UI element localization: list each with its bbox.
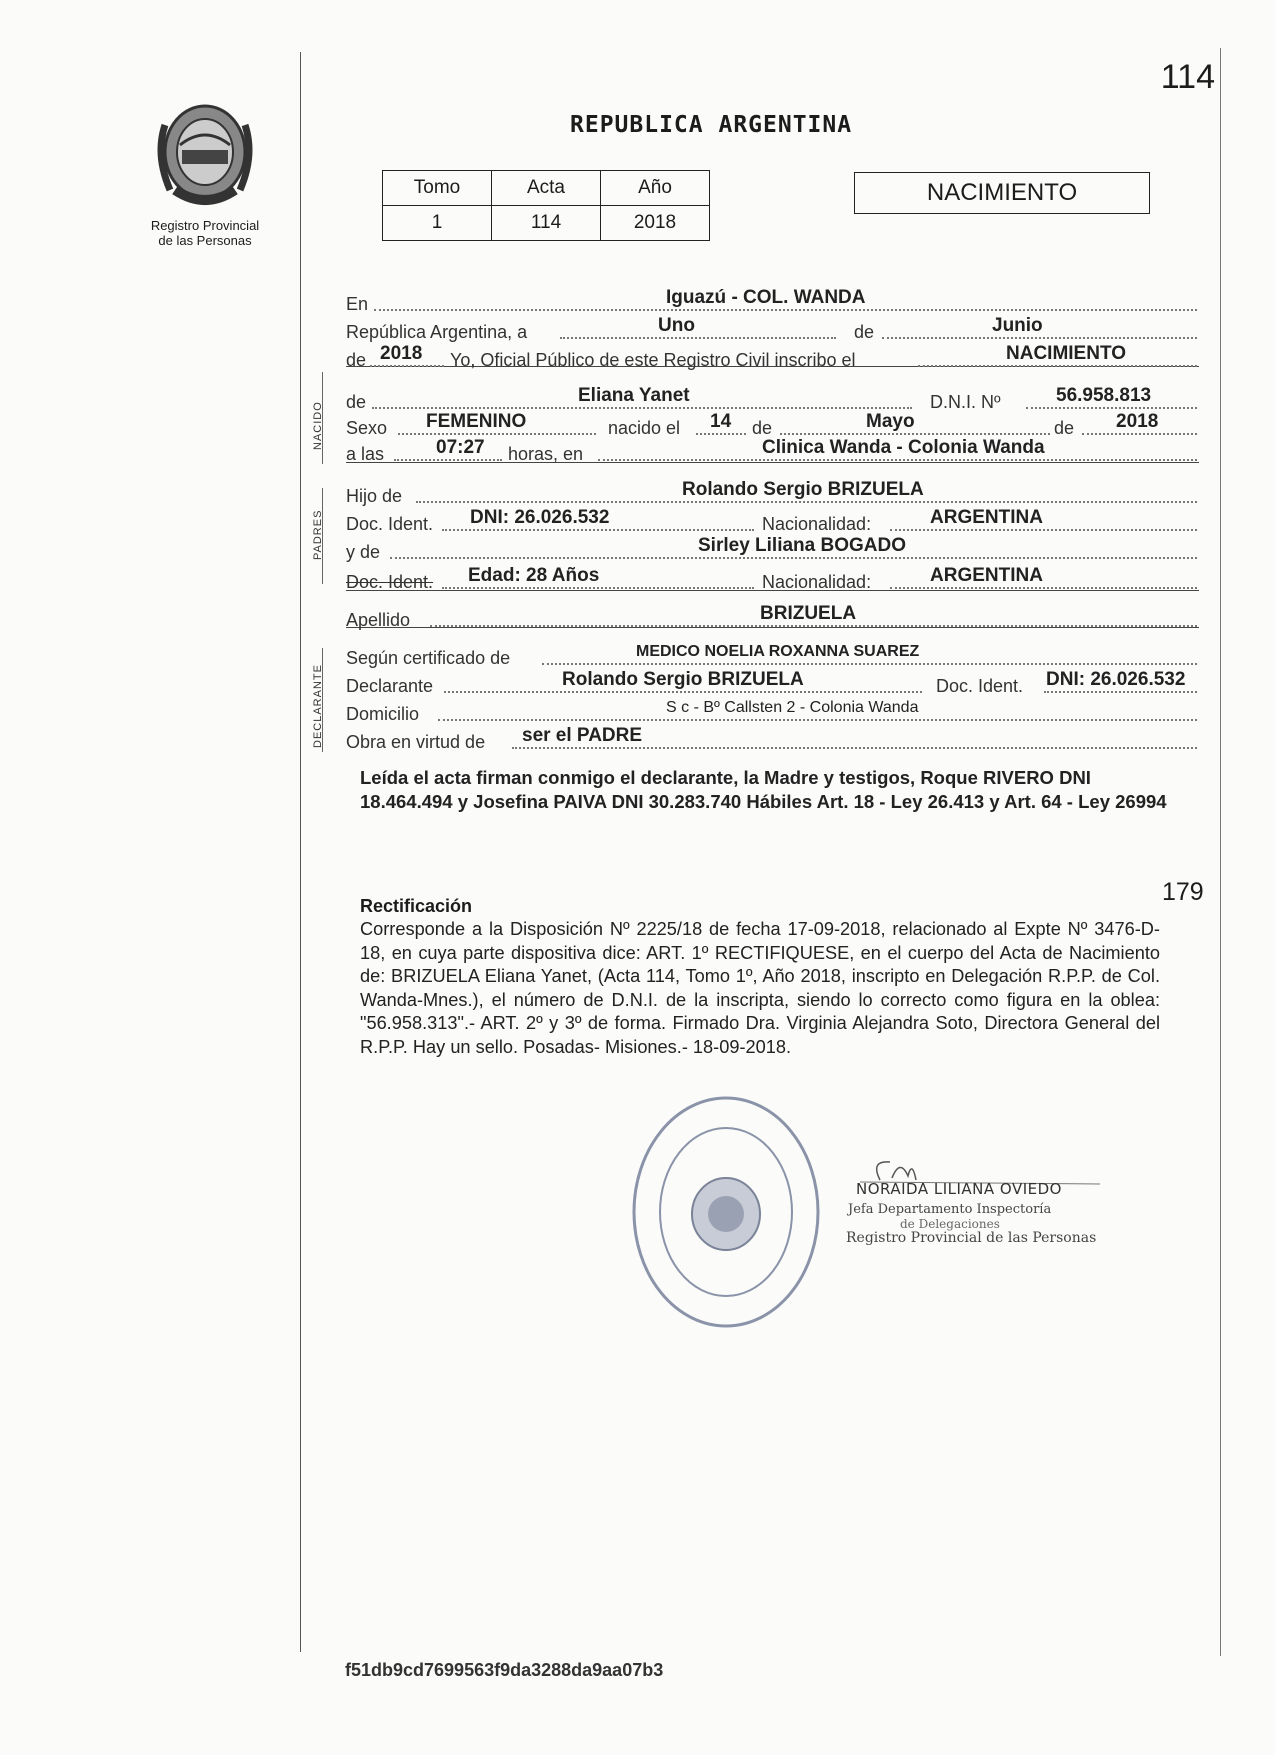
- decl-doc-label: Doc. Ident.: [936, 676, 1024, 696]
- padre-doc-dots: [442, 529, 754, 531]
- certificado-dots: [542, 663, 1197, 665]
- nac-label: Nacionalidad:: [762, 514, 872, 534]
- row-nombre: [346, 385, 1197, 412]
- nacido-de2-label: de: [1054, 418, 1075, 438]
- decl-doc-value: DNI: 26.026.532: [1046, 669, 1186, 690]
- nacido-section-label: NACIDO: [312, 401, 324, 450]
- horas-label: horas, en: [508, 444, 584, 464]
- obra-value: ser el PADRE: [522, 725, 643, 746]
- rectificacion-title: Rectificación: [360, 896, 473, 916]
- anio-value: 2018: [380, 343, 423, 364]
- hijo-label: Hijo de: [346, 486, 403, 506]
- header-tomo: Tomo: [383, 171, 492, 206]
- republica-label: República Argentina, a: [346, 322, 528, 342]
- value-acta: 114: [492, 206, 601, 241]
- domicilio-label: Domicilio: [346, 704, 420, 724]
- padre-doc-value: DNI: 26.026.532: [470, 507, 610, 528]
- act-type-box: NACIMIENTO: [854, 172, 1150, 214]
- value-tomo: 1: [383, 206, 492, 241]
- en-dots: [374, 309, 1197, 311]
- alas-label: a las: [346, 444, 385, 464]
- inscribo-value: NACIMIENTO: [1006, 343, 1126, 364]
- closing-statement: Leída el acta firman conmigo el declarante, la Madre y testigos, Roque RIVERO DNI 18.464.494 y Josefina PAIVA DNI 30.283.740 Hábiles Art. 18 - Ley 26.413 y Art. 64 - Ley 26994: [360, 767, 1167, 812]
- domicilio-dots: [438, 719, 1197, 721]
- row-obra: [346, 725, 1197, 752]
- declarante-value: Rolando Sergio BRIZUELA: [562, 669, 804, 690]
- madre-nac-dots: [890, 587, 1197, 589]
- doc2-label: Doc. Ident.: [346, 572, 434, 592]
- nacido-dia-dots: [696, 433, 746, 435]
- row-madre-doc: [346, 565, 1197, 592]
- row-certificado: [346, 644, 1197, 668]
- nacido-de-label: de: [752, 418, 773, 438]
- nombre-value: Eliana Yanet: [578, 385, 690, 406]
- signature-block: [840, 1150, 1100, 1260]
- row-en: [346, 287, 1197, 314]
- obra-dots: [512, 747, 1197, 749]
- en-value: Iguazú - COL. WANDA: [666, 287, 866, 308]
- row-domicilio: [346, 700, 1197, 724]
- nacido-dia-value: 14: [710, 411, 732, 432]
- declarante-label: Declarante: [346, 676, 434, 696]
- nombre-dots: [372, 407, 912, 409]
- doc-label: Doc. Ident.: [346, 514, 434, 534]
- dni-label: D.N.I. Nº: [930, 392, 1001, 412]
- nacido-anio-value: 2018: [1116, 411, 1159, 432]
- de2-label: de: [346, 350, 367, 370]
- signer-title: Jefa Departamento Inspectoría: [848, 1202, 1052, 1217]
- row-padre-doc: [346, 507, 1197, 534]
- nacido-mes-dots: [780, 433, 1050, 435]
- inscribo-dots: [918, 365, 1197, 367]
- padre-nac-dots: [890, 529, 1197, 531]
- signer-name: NORAIDA LILIANA OVIEDO: [856, 1180, 1062, 1198]
- madre-nac-value: ARGENTINA: [930, 565, 1043, 586]
- mes-dots: [882, 337, 1197, 339]
- document-title: REPUBLICA ARGENTINA: [570, 112, 853, 138]
- anio-dots: [370, 365, 444, 367]
- nacido-mes-value: Mayo: [866, 411, 915, 432]
- row-fecha: [346, 315, 1197, 342]
- madre-value: Sirley Liliana BOGADO: [698, 535, 906, 556]
- page-number: 114: [1160, 58, 1215, 96]
- dni-dots: [1026, 407, 1197, 409]
- nombre-label: de: [346, 392, 367, 412]
- nacido-anio-dots: [1082, 433, 1197, 435]
- apellido-label: Apellido: [346, 610, 411, 630]
- rectificacion-number: 179: [1162, 878, 1204, 906]
- sexo-dots: [398, 433, 596, 435]
- padres-section-label: PADRES: [312, 509, 324, 560]
- dia-dots: [560, 337, 836, 339]
- row-madre: [346, 535, 1197, 562]
- yde-label: y de: [346, 542, 381, 562]
- apellido-dots: [430, 625, 1197, 627]
- hora-dots: [394, 459, 502, 461]
- madre-doc-dots: [442, 587, 754, 589]
- obra-label: Obra en virtud de: [346, 732, 486, 752]
- apellido-value: BRIZUELA: [760, 603, 857, 624]
- nacido-label: nacido el: [608, 418, 681, 438]
- en-label: En: [346, 294, 369, 314]
- logo-caption: Registro Provincial de las Personas: [150, 218, 260, 248]
- row-sexo: [346, 411, 1197, 438]
- registry-logo: [150, 95, 260, 210]
- official-seal: [628, 1092, 824, 1332]
- signer-department: de Delegaciones: [900, 1217, 1000, 1231]
- nac2-label: Nacionalidad:: [762, 572, 872, 592]
- rectificacion-body: Corresponde a la Disposición Nº 2225/18 de fecha 17-09-2018, relacionado al Expte Nº 3476-D-18, en cuya parte dispositiva dice: ART. 1º RECTIFIQUESE, en el cuerpo del Acta de Nacimiento de: BRIZUELA Eliana Yanet, (Acta 114, Tomo 1º, Año 2018, inscripto en Delegación R.P.P. de Col. Wanda-Mnes.), el número de D.N.I. de la inscripta, siendo lo correcto como figura en la oblea: "56.958.313".- ART. 2º y 3º de forma. Firmado Dra. Virginia Alejandra Soto, Directora General del R.P.P. Hay un sello. Posadas- Misiones.- 18-09-2018.: [360, 919, 1160, 1057]
- padre-value: Rolando Sergio BRIZUELA: [682, 479, 924, 500]
- lugar-value: Clinica Wanda - Colonia Wanda: [762, 437, 1045, 458]
- signer-registry: Registro Provincial de las Personas: [846, 1230, 1097, 1246]
- padre-dots: [416, 501, 1197, 503]
- sexo-value: FEMENINO: [426, 411, 527, 432]
- row-inscribo: [346, 343, 1197, 370]
- record-meta-table: [382, 170, 710, 241]
- right-margin-line: [1220, 48, 1221, 1656]
- mes-value: Junio: [992, 315, 1043, 336]
- de-label: de: [854, 322, 875, 342]
- header-acta: Acta: [492, 171, 601, 206]
- certificado-label: Según certificado de: [346, 648, 511, 668]
- value-anio: 2018: [601, 206, 710, 241]
- decl-doc-dots: [1044, 691, 1197, 693]
- yo-label: Yo, Oficial Público de este Registro Civil inscribo el: [450, 350, 856, 370]
- dia-value: Uno: [658, 315, 695, 336]
- sexo-label: Sexo: [346, 418, 388, 438]
- lugar-dots: [598, 459, 1197, 461]
- row-padre: [346, 479, 1197, 506]
- declarante-dots: [444, 691, 922, 693]
- row-hora: [346, 437, 1197, 464]
- dni-value: 56.958.813: [1056, 385, 1152, 406]
- padre-nac-value: ARGENTINA: [930, 507, 1043, 528]
- madre-doc-value: Edad: 28 Años: [468, 565, 600, 586]
- domicilio-value: S c - Bº Callsten 2 - Colonia Wanda: [666, 699, 919, 716]
- madre-dots: [390, 557, 1197, 559]
- row-apellido: [346, 603, 1197, 630]
- left-margin-line: [300, 52, 301, 1652]
- row-declarante: [346, 669, 1197, 696]
- hora-value: 07:27: [436, 437, 485, 458]
- declarante-section-label: DECLARANTE: [312, 664, 324, 748]
- document-hash: f51db9cd7699563f9da3288da9aa07b3: [345, 1660, 664, 1680]
- certificado-value: MEDICO NOELIA ROXANNA SUAREZ: [636, 643, 920, 660]
- header-anio: Año: [601, 171, 710, 206]
